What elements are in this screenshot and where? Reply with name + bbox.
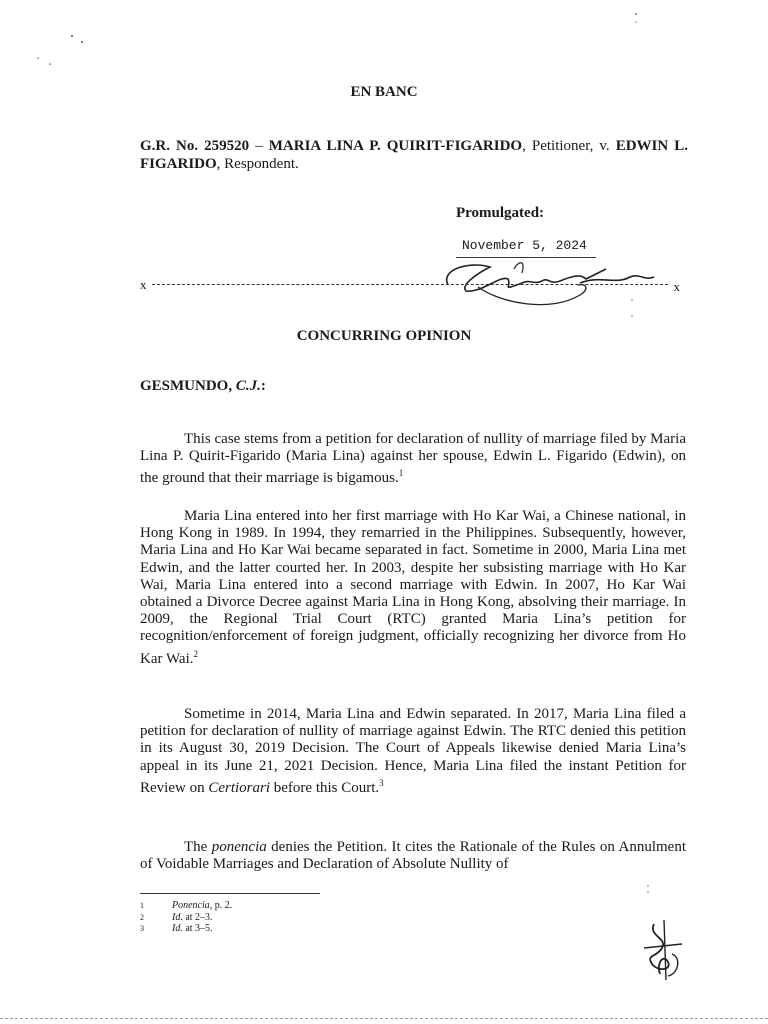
promulgation-date: November 5, 2024 bbox=[462, 238, 587, 253]
paragraph-3-italic: Certiorari bbox=[208, 779, 271, 796]
footnote-3 bbox=[140, 923, 232, 935]
opinion-author bbox=[140, 378, 266, 395]
petitioner-name: MARIA LINA P. QUIRIT-FIGARIDO bbox=[268, 138, 523, 154]
footnote-2-text: at 2–3. bbox=[182, 911, 213, 923]
x-line-left-mark: x bbox=[140, 277, 147, 292]
footnote-2-italic: Id. bbox=[172, 911, 183, 923]
paragraph-4-italic: ponencia bbox=[211, 839, 267, 855]
footnote-ref-2: 2 bbox=[193, 648, 198, 659]
footnotes bbox=[140, 900, 232, 935]
footnote-ref-3: 3 bbox=[379, 777, 384, 788]
promulgation-x-line bbox=[140, 275, 680, 294]
division-heading: EN BANC bbox=[350, 84, 418, 100]
paragraph-1 bbox=[140, 431, 686, 488]
footnote-3-number: 3 bbox=[140, 924, 144, 933]
footnote-3-italic: Id. bbox=[172, 923, 183, 934]
gr-number: G.R. No. 259520 bbox=[140, 138, 250, 154]
footnote-1-number: 1 bbox=[140, 901, 144, 910]
paragraph-4-start: The bbox=[184, 839, 212, 855]
footnote-3-text: at 3–5. bbox=[182, 923, 213, 934]
respondent-name: EDWIN L. FIGARIDO bbox=[140, 138, 689, 172]
footnote-1-italic: Ponencia bbox=[172, 900, 210, 911]
footnote-ref-1: 1 bbox=[398, 468, 404, 479]
footnote-1-text: , p. 2. bbox=[209, 900, 233, 911]
footnote-2 bbox=[140, 912, 232, 924]
footnote-2-number: 2 bbox=[140, 912, 144, 922]
x-line-right-mark: x bbox=[673, 279, 680, 294]
paragraph-3-text: Sometime in 2014, Maria Lina and Edwin separated. In 2017, Maria Lina filed a petition for declaration of nullity of marriage against Edwin. The RTC denied this petition in its August 30, 2019 Decision. The Court of Appeals likewise denied Maria Lina’s appeal in its June 21, 2021 Decision. Hence, Maria Lina filed the instant Petition for Review on bbox=[140, 706, 686, 796]
paragraph-3 bbox=[140, 706, 686, 797]
petitioner-role: , Petitioner, v. bbox=[522, 138, 610, 154]
paragraph-1-text: This case stems from a petition for declaration of nullity of marriage filed by Maria Lina P. Quirit-Figarido (Maria Lina) against her spouse, Edwin L. Figarido (Edwin), on the ground that their marriage is bigamous. bbox=[140, 431, 686, 487]
paragraph-2 bbox=[140, 508, 686, 668]
respondent-role: , Respondent. bbox=[216, 156, 299, 172]
author-name: GESMUNDO, bbox=[140, 378, 236, 394]
x-line-dashes bbox=[152, 284, 668, 285]
paragraph-4 bbox=[140, 839, 686, 873]
paragraph-2-text: Maria Lina entered into her first marriage with Ho Kar Wai, a Chinese national, in Hong Kong in 1989. In 1994, they remarried in the Philippines. Subsequently, however, Maria Lina and Ho Kar Wai became separated in fact. Sometime in 2000, Maria Lina met Edwin, and the latter courted her. In 2003, despite her subsisting marriage with Ho Kar Wai, Maria Lina entered into a second marriage with Edwin. In 2007, Ho Kar Wai obtained a Divorce Decree against Maria Lina in Hong Kong, absolving their marriage. In 2009, the Regional Trial Court (RTC) granted Maria Lina’s petition for recognition/enforcement of foreign judgment, officially recognizing her divorce from Ho Kar Wai. bbox=[140, 508, 686, 667]
scan-bottom-edge bbox=[0, 1018, 768, 1019]
caption-dash: – bbox=[249, 138, 269, 154]
opinion-title: CONCURRING OPINION bbox=[296, 328, 472, 344]
case-caption bbox=[140, 137, 688, 173]
author-title: C.J. bbox=[235, 378, 261, 394]
paragraph-3-end: before this Court. bbox=[270, 779, 380, 796]
paragraph-4-text: denies the Petition. It cites the Rationale of the Rules on Annulment of Voidable Marriages and Declaration of Absolute Nullity of bbox=[140, 839, 686, 873]
initials-signature bbox=[638, 918, 688, 984]
author-suffix: : bbox=[260, 378, 266, 394]
footnote-separator bbox=[140, 893, 320, 894]
footnote-1 bbox=[140, 900, 232, 912]
promulgated-label: Promulgated: bbox=[456, 205, 545, 221]
